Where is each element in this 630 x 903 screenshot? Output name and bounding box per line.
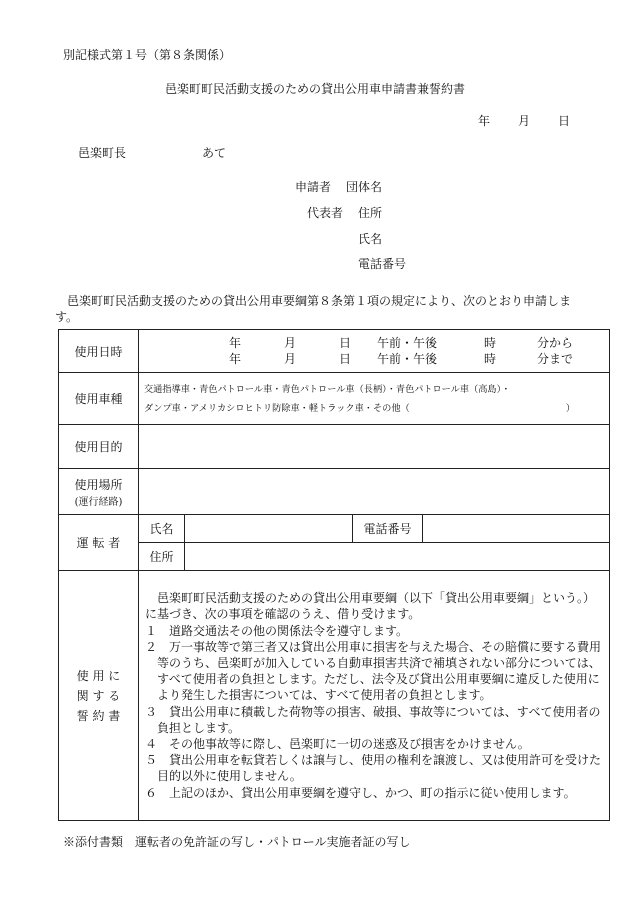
driver-phone-label: 電話番号	[353, 515, 423, 543]
purpose-label: 使用目的	[59, 425, 139, 469]
driver-label: 運 転 者	[59, 515, 139, 571]
addressee-suffix: あて	[202, 146, 227, 160]
place-field[interactable]	[139, 469, 610, 515]
pledge-item: ２ 万一事故等で第三者又は貸出公用車に損害を与えた場合、その賠償に要する費用等のうち、邑楽町が加入している自動車損害共済で補填されない部分については、すべて使用者の負担とします。ただし、法令及び貸出公用車要綱に違反した使用により発生した損害については、すべて使用者の負担とします。	[145, 639, 602, 703]
route-label: (運行経路)	[74, 496, 123, 508]
vehicle-options-line2: ダンプ車・アメリカシロヒトリ防除車・軽トラック車・その他（ ）	[144, 402, 576, 414]
addressee	[78, 144, 226, 161]
to-day: 日	[339, 352, 352, 366]
place-row	[59, 469, 610, 515]
date-year: 年	[478, 114, 491, 128]
pledge-item: ５ 貸出公用車を転貸若しくは譲与し、使用の権利を譲渡し、又は使用許可を受けた目的以外に使用しません。	[145, 753, 602, 784]
driver-row-2	[59, 543, 610, 571]
driver-address-field[interactable]	[185, 543, 610, 571]
to-year: 年	[229, 352, 242, 366]
addressee-name: 邑楽町長	[78, 146, 127, 160]
driver-row-1	[59, 515, 610, 543]
use-datetime-field[interactable]	[139, 330, 610, 373]
representative-label: 代表者	[307, 206, 344, 220]
pledge-label	[59, 571, 139, 821]
use-datetime-label: 使用日時	[59, 330, 139, 373]
from-month: 月	[284, 336, 297, 350]
purpose-row	[59, 425, 610, 469]
form-reference: 別記様式第１号（第８条関係）	[63, 48, 232, 62]
group-name-label: 団体名	[346, 180, 383, 194]
driver-name-field[interactable]	[185, 515, 353, 543]
vehicle-options-line1: 交通指導車・青色パトロール車・青色パトロール車（長柄）・青色パトロール車（高島）・	[144, 383, 511, 395]
pledge-item: ３ 貸出公用車に積載した荷物等の損害、破損、事故等については、すべて使用者の負担とします。	[145, 704, 601, 735]
pledge-label-line1: 使 用 に	[76, 668, 121, 683]
datetime-to	[139, 351, 609, 367]
pledge-text	[139, 571, 610, 821]
intro-text: 邑楽町町民活動支援のための貸出公用車要綱第８条第１項の規定により、次のとおり申請します。	[55, 294, 572, 324]
from-ampm: 午前・午後	[377, 336, 438, 350]
application-table	[58, 329, 610, 821]
driver-address-label: 住所	[139, 543, 185, 571]
from-day: 日	[339, 336, 352, 350]
applicant-address-label: 住所	[358, 206, 383, 220]
applicant-label: 申請者	[295, 180, 332, 194]
vehicle-label: 使用車種	[59, 373, 139, 425]
date-month: 月	[518, 114, 531, 128]
date-day: 日	[558, 114, 571, 128]
vehicle-options[interactable]	[139, 373, 610, 425]
applicant-phone-label: 電話番号	[358, 257, 407, 271]
vehicle-row	[59, 373, 610, 425]
datetime-from	[139, 335, 609, 351]
purpose-field[interactable]	[139, 425, 610, 469]
from-year: 年	[229, 336, 242, 350]
to-minute: 分まで	[537, 352, 574, 366]
to-hour: 時	[484, 352, 497, 366]
driver-name-label: 氏名	[139, 515, 185, 543]
applicant-name-label: 氏名	[358, 232, 383, 246]
pledge-item: ４ その他事故等に際し、邑楽町に一切の迷惑及び損害をかけません。	[145, 737, 530, 751]
driver-phone-field[interactable]	[423, 515, 610, 543]
place-label-cell	[59, 469, 139, 515]
from-hour: 時	[484, 336, 497, 350]
pledge-row	[59, 571, 610, 821]
from-minute: 分から	[537, 336, 574, 350]
pledge-label-line2: 関 す る	[76, 688, 121, 703]
pledge-item: １ 道路交通法その他の関係法令を遵守します。	[145, 623, 409, 638]
to-ampm: 午前・午後	[377, 352, 438, 366]
pledge-label-line3: 誓 約 書	[76, 708, 121, 723]
pledge-item: ６ 上記のほか、貸出公用車要綱を遵守し、かつ、町の指示に従い使用します。	[145, 785, 576, 800]
pledge-intro: 邑楽町町民活動支援のための貸出公用車要綱（以下「貸出公用車要綱」という。）に基づき、次の事項を確認のうえ、借り受けます。	[145, 591, 596, 622]
date-line	[478, 112, 570, 129]
place-label: 使用場所	[74, 477, 123, 492]
document-title: 邑楽町町民活動支援のための貸出公用車申請書兼誓約書	[164, 82, 465, 96]
to-month: 月	[284, 352, 297, 366]
use-datetime-row	[59, 330, 610, 373]
attachments-note: ※添付書類 運転者の免許証の写し・パトロール実施者証の写し	[63, 835, 411, 849]
